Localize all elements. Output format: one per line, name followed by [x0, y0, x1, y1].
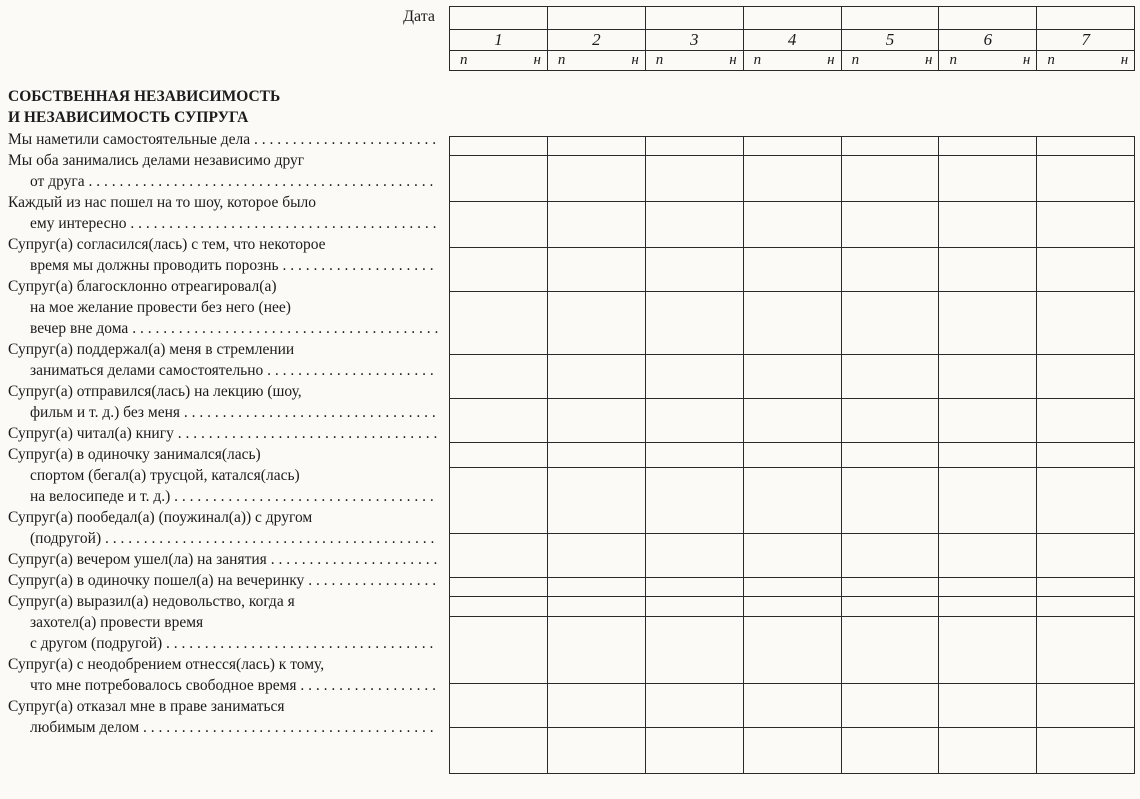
entry-row-4-cell-7[interactable]: [1037, 248, 1135, 292]
tracking-table: [449, 6, 1135, 774]
item-5: [8, 276, 438, 339]
label-p: п: [753, 52, 762, 68]
day-number-row-cell-5: [841, 30, 939, 51]
item-8: [8, 423, 438, 444]
item-1-line-1: Мы наметили самостоятельные дела . . .: [8, 129, 438, 150]
entry-row-6-cell-3[interactable]: [645, 355, 743, 399]
label-n: н: [827, 52, 835, 68]
entry-row-8-cell-6[interactable]: [939, 443, 1037, 468]
day-number: 1: [494, 30, 503, 49]
entry-row-14-cell-6[interactable]: [939, 684, 1037, 728]
gap-row-cell-2: [547, 71, 645, 122]
entry-row-2-cell-7[interactable]: [1037, 156, 1135, 202]
label-n: н: [729, 52, 737, 68]
date-row-cell-2: [547, 7, 645, 30]
item-2: [8, 150, 438, 192]
entry-row-11: [450, 578, 1135, 597]
entry-row-13-cell-3[interactable]: [645, 617, 743, 684]
section-title-line-1: СОБСТВЕННАЯ НЕЗАВИСИМОСТЬ: [8, 88, 281, 105]
gap-row-2-cell-5: [841, 122, 939, 137]
entry-row-10-cell-3[interactable]: [645, 534, 743, 578]
pn-row-cell-5: [841, 51, 939, 71]
entry-row-5: [450, 292, 1135, 355]
item-14-line-2: что мне потребовалось свободное время . . .: [8, 675, 438, 696]
day-number-row-cell-1: [450, 30, 548, 51]
label-p: п: [851, 52, 860, 68]
pn-labels: [646, 52, 743, 69]
entry-row-10-cell-4[interactable]: [743, 534, 841, 578]
entry-row-12-cell-3[interactable]: [645, 597, 743, 617]
entry-row-2-cell-6[interactable]: [939, 156, 1037, 202]
entry-row-14-cell-1[interactable]: [450, 684, 548, 728]
label-n: н: [1120, 52, 1129, 68]
entry-row-7-cell-3[interactable]: [645, 399, 743, 443]
item-4-line-1: Супруг(а) согласился(лась) с тем, что некоторое: [8, 236, 326, 253]
entry-row-4-cell-5[interactable]: [841, 248, 939, 292]
pn-row-cell-6: [939, 51, 1037, 71]
item-10-line-1: Супруг(а) пообедал(а) (поужинал(а)) с другом: [8, 509, 313, 526]
gap-row-2-cell-7: [1037, 122, 1135, 137]
entry-row-4-cell-4[interactable]: [743, 248, 841, 292]
item-9-line-2: спортом (бегал(а) трусцой, катался(лась): [30, 467, 300, 484]
entry-row-7-cell-1[interactable]: [450, 399, 548, 443]
entry-row-10-cell-1[interactable]: [450, 534, 548, 578]
pn-labels: [842, 52, 939, 69]
day-number: 2: [592, 30, 601, 49]
entry-row-12-cell-4[interactable]: [743, 597, 841, 617]
pn-row-cell-2: [547, 51, 645, 71]
pn-row-cell-1: [450, 51, 548, 71]
entry-row-14-cell-4[interactable]: [743, 684, 841, 728]
pn-row: [450, 51, 1135, 71]
entry-row-5-cell-4[interactable]: [743, 292, 841, 355]
item-3-line-1: Каждый из нас пошел на то шоу, которое было: [8, 194, 317, 211]
entry-row-5-cell-7[interactable]: [1037, 292, 1135, 355]
item-15-line-1: Супруг(а) отказал мне в праве заниматься: [8, 698, 285, 715]
entry-row-4-cell-3[interactable]: [645, 248, 743, 292]
day-number: 7: [1081, 30, 1091, 49]
item-5-line-1: Супруг(а) благосклонно отреагировал(а): [8, 278, 277, 295]
entry-row-9-cell-7[interactable]: [1037, 468, 1135, 534]
entry-row-11-cell-1[interactable]: [450, 578, 548, 597]
entry-row-2-cell-2[interactable]: [547, 156, 645, 202]
entry-row-13-cell-5[interactable]: [841, 617, 939, 684]
entry-row-14-cell-5[interactable]: [841, 684, 939, 728]
entry-row-1-cell-7[interactable]: [1037, 137, 1135, 156]
entry-row-3: [450, 202, 1135, 248]
day-number-row: [450, 30, 1135, 51]
item-13: [8, 591, 438, 654]
item-12: [8, 570, 438, 591]
entry-row-8: [450, 443, 1135, 468]
gap-row-2-cell-3: [645, 122, 743, 137]
item-10: [8, 507, 438, 549]
entry-row-15-cell-3[interactable]: [645, 728, 743, 774]
day-number: 3: [689, 30, 699, 49]
entry-row-11-cell-7[interactable]: [1037, 578, 1135, 597]
entry-row-15-cell-6[interactable]: [939, 728, 1037, 774]
item-5-line-3: вечер вне дома . . .: [8, 318, 438, 339]
entry-row-1-cell-4[interactable]: [743, 137, 841, 156]
entry-row-6-cell-6[interactable]: [939, 355, 1037, 399]
date-row: [450, 7, 1135, 30]
item-11-line-1: Супруг(а) вечером ушел(ла) на занятия . . .: [8, 549, 438, 570]
entry-row-13-cell-1[interactable]: [450, 617, 548, 684]
label-p: п: [557, 52, 566, 68]
entry-row-2-cell-5[interactable]: [841, 156, 939, 202]
item-4-line-2: время мы должны проводить порознь . . .: [8, 255, 438, 276]
gap-row-cell-7: [1037, 71, 1135, 122]
item-7-line-2: фильм и т. д.) без меня . . .: [8, 402, 438, 423]
entry-row-15-cell-1[interactable]: [450, 728, 548, 774]
label-p: п: [949, 52, 957, 68]
pn-row-cell-3: [645, 51, 743, 71]
entry-row-3-cell-4[interactable]: [743, 202, 841, 248]
entry-row-4-cell-1[interactable]: [450, 248, 548, 292]
item-6-line-2: заниматься делами самостоятельно . . .: [8, 360, 438, 381]
gap-row-cell-4: [743, 71, 841, 122]
entry-row-13-cell-4[interactable]: [743, 617, 841, 684]
entry-row-6: [450, 355, 1135, 399]
day-number-row-cell-4: [743, 30, 841, 51]
entry-row-11-cell-5[interactable]: [841, 578, 939, 597]
entry-row-3-cell-1[interactable]: [450, 202, 548, 248]
entry-row-3-cell-5[interactable]: [841, 202, 939, 248]
item-11: [8, 549, 438, 570]
entry-row-1-cell-6[interactable]: [939, 137, 1037, 156]
label-n: н: [1022, 52, 1031, 68]
item-10-line-2: (подругой) . . .: [8, 528, 438, 549]
entry-row-1: [450, 137, 1135, 156]
entry-row-8-cell-5[interactable]: [841, 443, 939, 468]
entry-row-11-cell-4[interactable]: [743, 578, 841, 597]
gap-row-2-cell-4: [743, 122, 841, 137]
date-row-cell-4: [743, 7, 841, 30]
entry-row-4-cell-2[interactable]: [547, 248, 645, 292]
item-9-line-1: Супруг(а) в одиночку занимался(лась): [8, 446, 261, 463]
item-3: [8, 192, 438, 234]
entry-row-7-cell-7[interactable]: [1037, 399, 1135, 443]
date-row-cell-6: [939, 7, 1037, 30]
pn-labels: [939, 52, 1036, 69]
entry-row-14-cell-7[interactable]: [1037, 684, 1135, 728]
day-number-row-cell-7: [1037, 30, 1135, 51]
day-number: 4: [787, 30, 797, 49]
gap-row-cell-5: [841, 71, 939, 122]
entry-row-11-cell-2[interactable]: [547, 578, 645, 597]
item-8-line-1: Супруг(а) читал(а) книгу . . .: [8, 423, 438, 444]
item-9-line-3: на велосипеде и т. д.) . . .: [8, 486, 438, 507]
entry-row-14-cell-2[interactable]: [547, 684, 645, 728]
item-7: [8, 381, 438, 423]
item-6: [8, 339, 438, 381]
entry-row-5-cell-3[interactable]: [645, 292, 743, 355]
entry-row-10: [450, 534, 1135, 578]
entry-row-8-cell-3[interactable]: [645, 443, 743, 468]
entry-row-9-cell-3[interactable]: [645, 468, 743, 534]
entry-row-9-cell-6[interactable]: [939, 468, 1037, 534]
entry-row-12-cell-5[interactable]: [841, 597, 939, 617]
entry-row-14: [450, 684, 1135, 728]
entry-row-13-cell-2[interactable]: [547, 617, 645, 684]
entry-row-7-cell-2[interactable]: [547, 399, 645, 443]
entry-row-5-cell-6[interactable]: [939, 292, 1037, 355]
entry-row-11-cell-3[interactable]: [645, 578, 743, 597]
entry-row-8-cell-1[interactable]: [450, 443, 548, 468]
label-p: п: [460, 52, 468, 68]
entry-row-12: [450, 597, 1135, 617]
entry-row-7: [450, 399, 1135, 443]
label-n: н: [631, 52, 639, 68]
entry-row-6-cell-2[interactable]: [547, 355, 645, 399]
entry-row-8-cell-7[interactable]: [1037, 443, 1135, 468]
item-15-line-2: любимым делом . . .: [8, 717, 438, 738]
item-4: [8, 234, 438, 276]
entry-row-5-cell-1[interactable]: [450, 292, 548, 355]
entry-row-14-cell-3[interactable]: [645, 684, 743, 728]
entry-row-15-cell-5[interactable]: [841, 728, 939, 774]
entry-row-4: [450, 248, 1135, 292]
item-7-line-1: Супруг(а) отправился(лась) на лекцию (шоу,: [8, 383, 302, 400]
entry-row-12-cell-1[interactable]: [450, 597, 548, 617]
entry-row-9-cell-4[interactable]: [743, 468, 841, 534]
item-13-line-1: Супруг(а) выразил(а) недовольство, когда я: [8, 593, 295, 610]
label-n: н: [925, 52, 933, 68]
entry-row-7-cell-6[interactable]: [939, 399, 1037, 443]
date-row-cell-7: [1037, 7, 1135, 30]
gap-row-cell-1: [450, 71, 548, 122]
entry-row-2-cell-4[interactable]: [743, 156, 841, 202]
entry-row-15-cell-7[interactable]: [1037, 728, 1135, 774]
entry-row-8-cell-4[interactable]: [743, 443, 841, 468]
entry-row-11-cell-6[interactable]: [939, 578, 1037, 597]
item-3-line-2: ему интересно . . .: [8, 213, 438, 234]
gap-row-cell-3: [645, 71, 743, 122]
pn-labels: [744, 52, 841, 69]
entry-row-2-cell-3[interactable]: [645, 156, 743, 202]
entry-row-3-cell-3[interactable]: [645, 202, 743, 248]
entry-row-3-cell-2[interactable]: [547, 202, 645, 248]
day-number-row-cell-2: [547, 30, 645, 51]
entry-row-13-cell-7[interactable]: [1037, 617, 1135, 684]
entry-row-1-cell-2[interactable]: [547, 137, 645, 156]
entry-row-9-cell-2[interactable]: [547, 468, 645, 534]
entry-row-2-cell-1[interactable]: [450, 156, 548, 202]
entry-row-3-cell-6[interactable]: [939, 202, 1037, 248]
item-12-line-1: Супруг(а) в одиночку пошел(а) на вечеринку . . .: [8, 570, 438, 591]
label-p: п: [655, 52, 664, 68]
day-number: 5: [885, 30, 895, 49]
entry-row-15-cell-2[interactable]: [547, 728, 645, 774]
entry-row-4-cell-6[interactable]: [939, 248, 1037, 292]
item-2-line-2: от друга . . .: [8, 171, 438, 192]
item-14-line-1: Супруг(а) с неодобрением отнесся(лась) к тому,: [8, 656, 325, 673]
entry-row-7-cell-5[interactable]: [841, 399, 939, 443]
entry-row-12-cell-6[interactable]: [939, 597, 1037, 617]
gap-row-cell-6: [939, 71, 1037, 122]
entry-row-6-cell-1[interactable]: [450, 355, 548, 399]
entry-row-1-cell-5[interactable]: [841, 137, 939, 156]
entry-row-10-cell-2[interactable]: [547, 534, 645, 578]
pn-labels: [548, 52, 645, 69]
entry-row-13: [450, 617, 1135, 684]
pn-row-cell-7: [1037, 51, 1135, 71]
section-title-line-2: И НЕЗАВИСИМОСТЬ СУПРУГА: [8, 109, 249, 126]
section-title: [8, 86, 280, 128]
entry-row-13-cell-6[interactable]: [939, 617, 1037, 684]
day-number-row-cell-3: [645, 30, 743, 51]
gap-row-2: [450, 122, 1135, 137]
entry-row-1-cell-1[interactable]: [450, 137, 548, 156]
entry-row-10-cell-7[interactable]: [1037, 534, 1135, 578]
entry-row-3-cell-7[interactable]: [1037, 202, 1135, 248]
entry-row-6-cell-4[interactable]: [743, 355, 841, 399]
entry-row-15-cell-4[interactable]: [743, 728, 841, 774]
entry-row-9-cell-5[interactable]: [841, 468, 939, 534]
day-number: 6: [983, 30, 993, 49]
gap-row-2-cell-1: [450, 122, 548, 137]
item-15: [8, 696, 438, 738]
entry-row-5-cell-5[interactable]: [841, 292, 939, 355]
pn-labels: [450, 52, 547, 69]
entry-row-8-cell-2[interactable]: [547, 443, 645, 468]
entry-row-6-cell-5[interactable]: [841, 355, 939, 399]
date-row-cell-3: [645, 7, 743, 30]
pn-row-cell-4: [743, 51, 841, 71]
entry-row-7-cell-4[interactable]: [743, 399, 841, 443]
date-label: Дата: [403, 8, 435, 25]
item-6-line-1: Супруг(а) поддержал(а) меня в стремлении: [8, 341, 295, 358]
item-14: [8, 654, 438, 696]
label-n: н: [533, 52, 541, 68]
item-1: [8, 129, 438, 150]
date-row-cell-1: [450, 7, 548, 30]
label-p: п: [1047, 52, 1055, 68]
entry-row-1-cell-3[interactable]: [645, 137, 743, 156]
entry-row-9-cell-1[interactable]: [450, 468, 548, 534]
gap-row-2-cell-2: [547, 122, 645, 137]
day-number-row-cell-6: [939, 30, 1037, 51]
gap-row-2-cell-6: [939, 122, 1037, 137]
pn-labels: [1037, 52, 1134, 69]
gap-row: [450, 71, 1135, 122]
entry-row-2: [450, 156, 1135, 202]
item-2-line-1: Мы оба занимались делами независимо друг: [8, 152, 305, 169]
entry-row-12-cell-2[interactable]: [547, 597, 645, 617]
item-13-line-3: с другом (подругой) . . .: [8, 633, 438, 654]
entry-row-15: [450, 728, 1135, 774]
item-13-line-2: захотел(а) провести время: [30, 614, 204, 631]
tracking-grid: [449, 6, 1135, 774]
entry-row-5-cell-2[interactable]: [547, 292, 645, 355]
entry-row-6-cell-7[interactable]: [1037, 355, 1135, 399]
date-row-cell-5: [841, 7, 939, 30]
entry-row-9: [450, 468, 1135, 534]
item-5-line-2: на мое желание провести без него (нее): [30, 299, 291, 316]
item-9: [8, 444, 438, 507]
entry-row-10-cell-5[interactable]: [841, 534, 939, 578]
entry-row-12-cell-7[interactable]: [1037, 597, 1135, 617]
entry-row-10-cell-6[interactable]: [939, 534, 1037, 578]
